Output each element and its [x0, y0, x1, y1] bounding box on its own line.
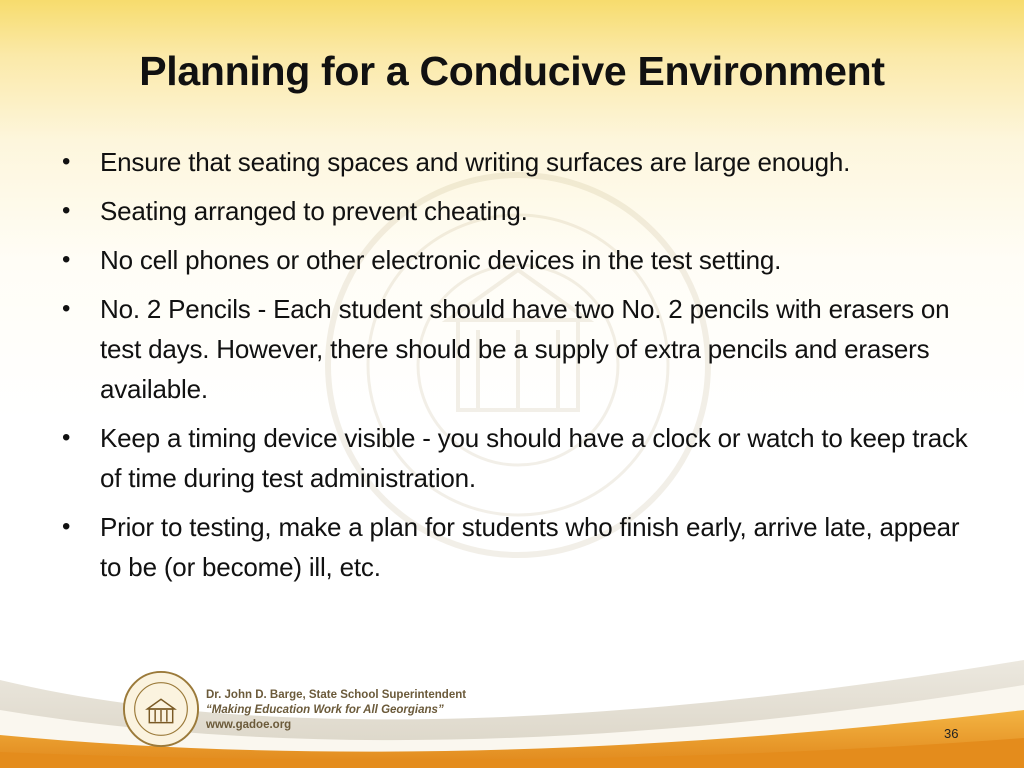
- list-item: [60, 418, 980, 498]
- bullet-list: [60, 142, 980, 596]
- list-item: [60, 289, 980, 409]
- bullet-icon: •: [62, 295, 71, 322]
- superintendent-line: Dr. John D. Barge, State School Superintendent: [206, 689, 467, 701]
- list-item: [60, 507, 980, 587]
- bullet-text: No. 2 Pencils - Each student should have two No. 2 pencils with erasers on test days. However, there should be a supply of extra pencils and erasers available.: [100, 294, 950, 404]
- bullet-text: Ensure that seating spaces and writing surfaces are large enough.: [100, 147, 851, 177]
- bullet-icon: •: [62, 424, 71, 451]
- bullet-text: Keep a timing device visible - you should have a clock or watch to keep track of time during test administration.: [100, 423, 968, 493]
- list-item: [60, 191, 980, 231]
- bullet-icon: •: [62, 148, 71, 175]
- bullet-text: Seating arranged to prevent cheating.: [100, 196, 528, 226]
- footer-credits: [206, 688, 466, 733]
- list-item: [60, 240, 980, 280]
- slide-title: Planning for a Conducive Environment: [139, 48, 885, 94]
- bullet-text: No cell phones or other electronic devices in the test setting.: [100, 245, 782, 275]
- page-number: 36: [944, 726, 959, 741]
- georgia-doe-seal-icon: [122, 670, 200, 748]
- bullet-icon: •: [62, 513, 71, 540]
- bullet-text: Prior to testing, make a plan for students who finish early, arrive late, appear to be (or become) ill, etc.: [100, 512, 960, 582]
- bullet-icon: •: [62, 197, 71, 224]
- motto-line: “Making Education Work for All Georgians”: [206, 704, 444, 716]
- website-link[interactable]: www.gadoe.org: [206, 719, 292, 731]
- list-item: [60, 142, 980, 182]
- bullet-icon: •: [62, 246, 71, 273]
